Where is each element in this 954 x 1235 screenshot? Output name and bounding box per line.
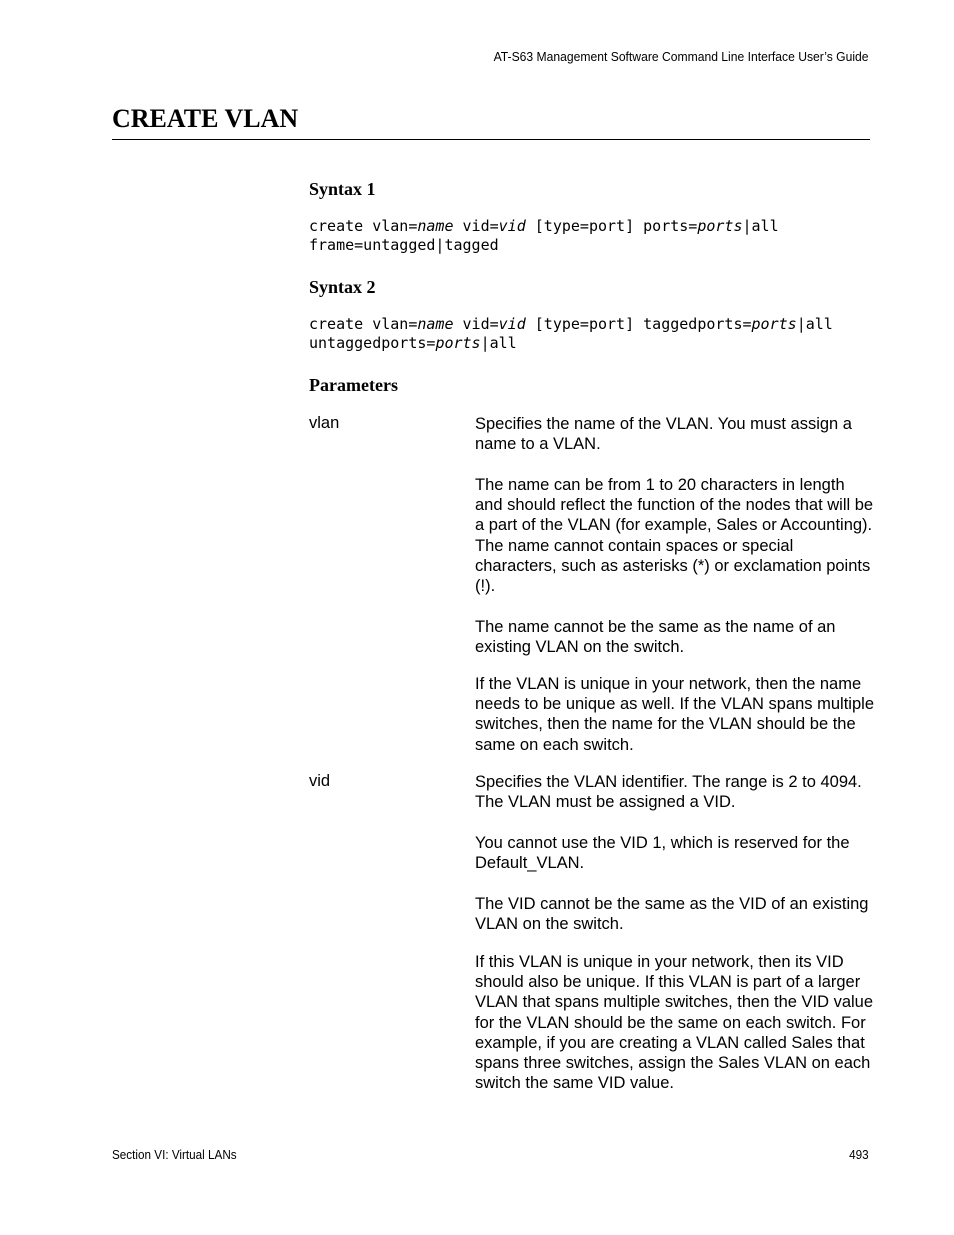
param-term-vid: vid [309, 772, 331, 790]
footer-section: Section VI: Virtual LANs [112, 1147, 237, 1162]
param-desc-vlan-4: If the VLAN is unique in your network, then the name needs to be unique as well. If the VLAN spans multiple switches, then the name for the VLAN should be the same on each switch. [475, 675, 874, 754]
syntax-2-heading: Syntax 2 [309, 277, 376, 297]
param-desc-vid-2: You cannot use the VID 1, which is reserved for the Default_VLAN. [475, 834, 850, 873]
param-term-vlan: vlan [309, 414, 340, 432]
param-desc-vlan-3: The name cannot be the same as the name of an existing VLAN on the switch. [475, 618, 836, 657]
title-rule [112, 139, 870, 140]
parameters-heading: Parameters [309, 375, 398, 395]
param-desc-vid-1: Specifies the VLAN identifier. The range is 2 to 4094. The VLAN must be assigned a VID. [475, 773, 862, 812]
param-desc-vlan-2: The name can be from 1 to 20 characters in length and should reflect the function of the nodes that will be a part of the VLAN (for example, Sales or Accounting). The name cannot contain spaces or special characters, such as asterisks (*) or exclamation points (!). [475, 476, 874, 596]
syntax-1-code: create vlan=name vid=vid [type=port] ports=ports|all frame=untagged|tagged [309, 217, 779, 254]
syntax-2-code: create vlan=name vid=vid [type=port] taggedports=ports|all untaggedports=ports|all [309, 315, 833, 352]
syntax-1-heading: Syntax 1 [309, 179, 376, 199]
running-header: AT-S63 Management Software Command Line Interface User’s Guide [494, 49, 869, 64]
param-desc-vlan-1: Specifies the name of the VLAN. You must assign a name to a VLAN. [475, 415, 852, 454]
param-desc-vid-3: The VID cannot be the same as the VID of an existing VLAN on the switch. [475, 895, 869, 934]
page-title: CREATE VLAN [112, 104, 299, 133]
param-desc-vid-4: If this VLAN is unique in your network, then its VID should also be unique. If this VLAN is part of a larger VLAN that spans multiple switches, then the VID value for the VLAN should be the same on each switch. For example, if you are creating a VLAN called Sales that spans three switches, assign the Sales VLAN on each switch the same VID value. [475, 953, 874, 1093]
footer-page-number: 493 [849, 1147, 869, 1162]
